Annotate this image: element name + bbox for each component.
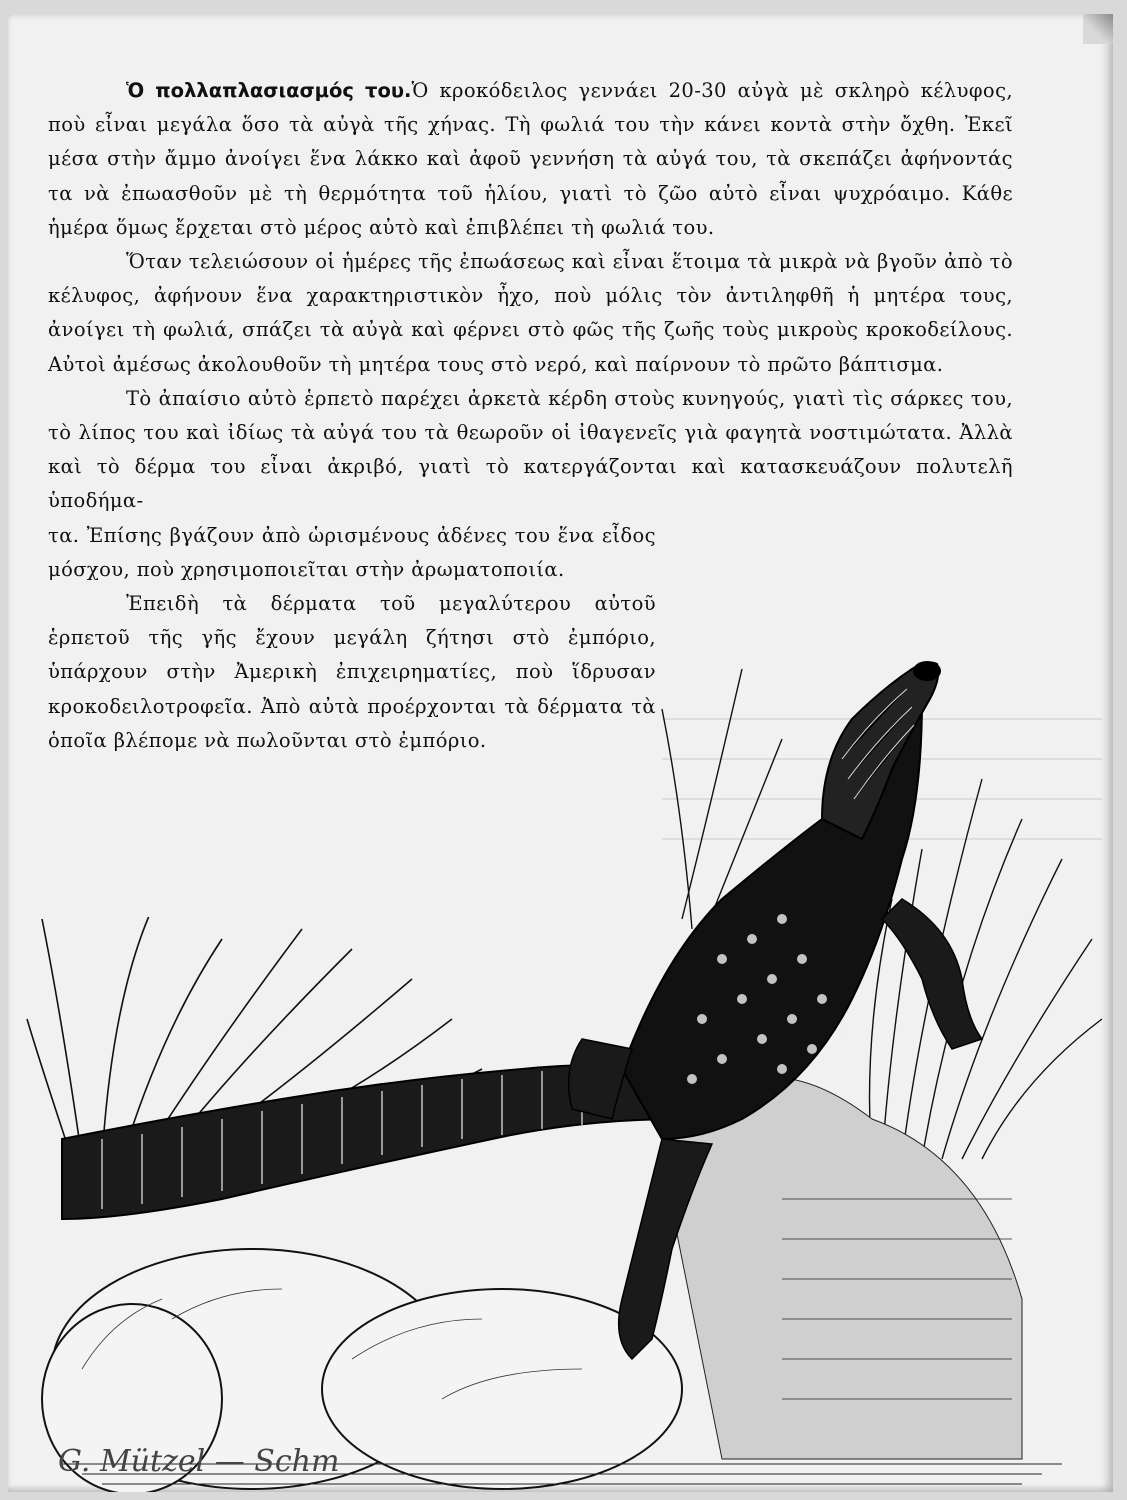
artist-signature: G. Mützel — Schm	[58, 1444, 340, 1479]
paragraph-1-text: Ὁ κροκόδειλος γεννάει 20-30 αὐγὰ μὲ σκληρὸ κέλυφος, ποὺ εἶναι μεγάλα ὅσο τὰ αὐγὰ τῆς χήνας. Τὴ φωλιά του τὴν κάνει κοντὰ στὴν ὄχθη. Ἐκεῖ μέσα στὴν ἄμμο ἀνοίγει ἕνα λάκκο καὶ ἀφοῦ γεννήση τὰ αὐγά του, τὰ σκεπάζει ἀφήνοντάς τα νὰ ἐπωασθοῦν μὲ τὴ θερμότητα τοῦ ἡλίου, γιατὶ τὸ ζῶο αὐτὸ εἶναι ψυχρόαιμο. Κάθε ἡμέρα ὅμως ἔρχεται στὸ μέρος αὐτὸ καὶ ἐπιβλέπει τὴ φωλιά του.	[48, 79, 1013, 239]
paragraph-value-wide: Τὸ ἀπαίσιο αὐτὸ ἑρπετὸ παρέχει ἀρκετὰ κέρδη στοὺς κυνηγούς, γιατὶ τὶς σάρκες του, τὸ λίπος του καὶ ἰδίως τὰ αὐγά του τὰ θεωροῦν οἱ ἰθαγενεῖς γιὰ φαγητὰ νοστιμώτατα. Ἀλλὰ καὶ τὸ δέρμα του εἶναι ἀκριβό, γιατὶ τὸ κατεργάζονται καὶ κατασκευάζουν πολυτελῆ ὑποδήμα-	[48, 386, 1013, 513]
paragraph-farms: Ἐπειδὴ τὰ δέρματα τοῦ μεγαλύτερου αὐτοῦ ἑρπετοῦ τῆς γῆς ἔχουν μεγάλη ζήτησι στὸ ἐμπόριο, ὑπάρχουν στὴν Ἀμερικὴ ἐπιχειρηματίες, ποὺ ἵδρυσαν κροκοδειλοτροφεῖα. Ἀπὸ αὐτὰ προέρχονται τὰ δέρματα τὰ ὁποῖα βλέπομε νὰ πωλοῦνται στὸ ἐμπόριο.	[48, 592, 656, 752]
book-page	[8, 14, 1113, 1492]
paragraph-hatching: Ὅταν τελειώσουν οἱ ἡμέρες τῆς ἐπωάσεως καὶ εἶναι ἕτοιμα τὰ μικρὰ νὰ βγοῦν ἀπὸ τὸ κέλυφος, ἀφήνουν ἕνα χαρακτηριστικὸν ἦχο, ποὺ μόλις τὸν ἀντιληφθῆ ἡ μητέρα τους, ἀνοίγει τὴ φωλιά, σπάζει τὰ αὐγὰ καὶ φέρνει στὸ φῶς τῆς ζωῆς τοὺς μικροὺς κροκοδείλους. Αὐτοὶ ἀμέσως ἀκολουθοῦν τὴ μητέρα τους στὸ νερό, καὶ παίρνουν τὸ πρῶτο βάπτισμα.	[48, 250, 1013, 376]
section-heading: Ὁ πολλαπλασιασμός του.	[126, 79, 412, 102]
page-corner-shadow	[1083, 14, 1113, 44]
paragraph-reproduction	[48, 74, 1013, 245]
article-text	[48, 74, 1013, 758]
paragraph-value-narrow: τα. Ἐπίσης βγάζουν ἀπὸ ὡρισμένους ἀδένες του ἕνα εἶδος μόσχου, ποὺ χρησιμοποιεῖται στὴν ἀρωματοποιία.	[48, 523, 656, 581]
